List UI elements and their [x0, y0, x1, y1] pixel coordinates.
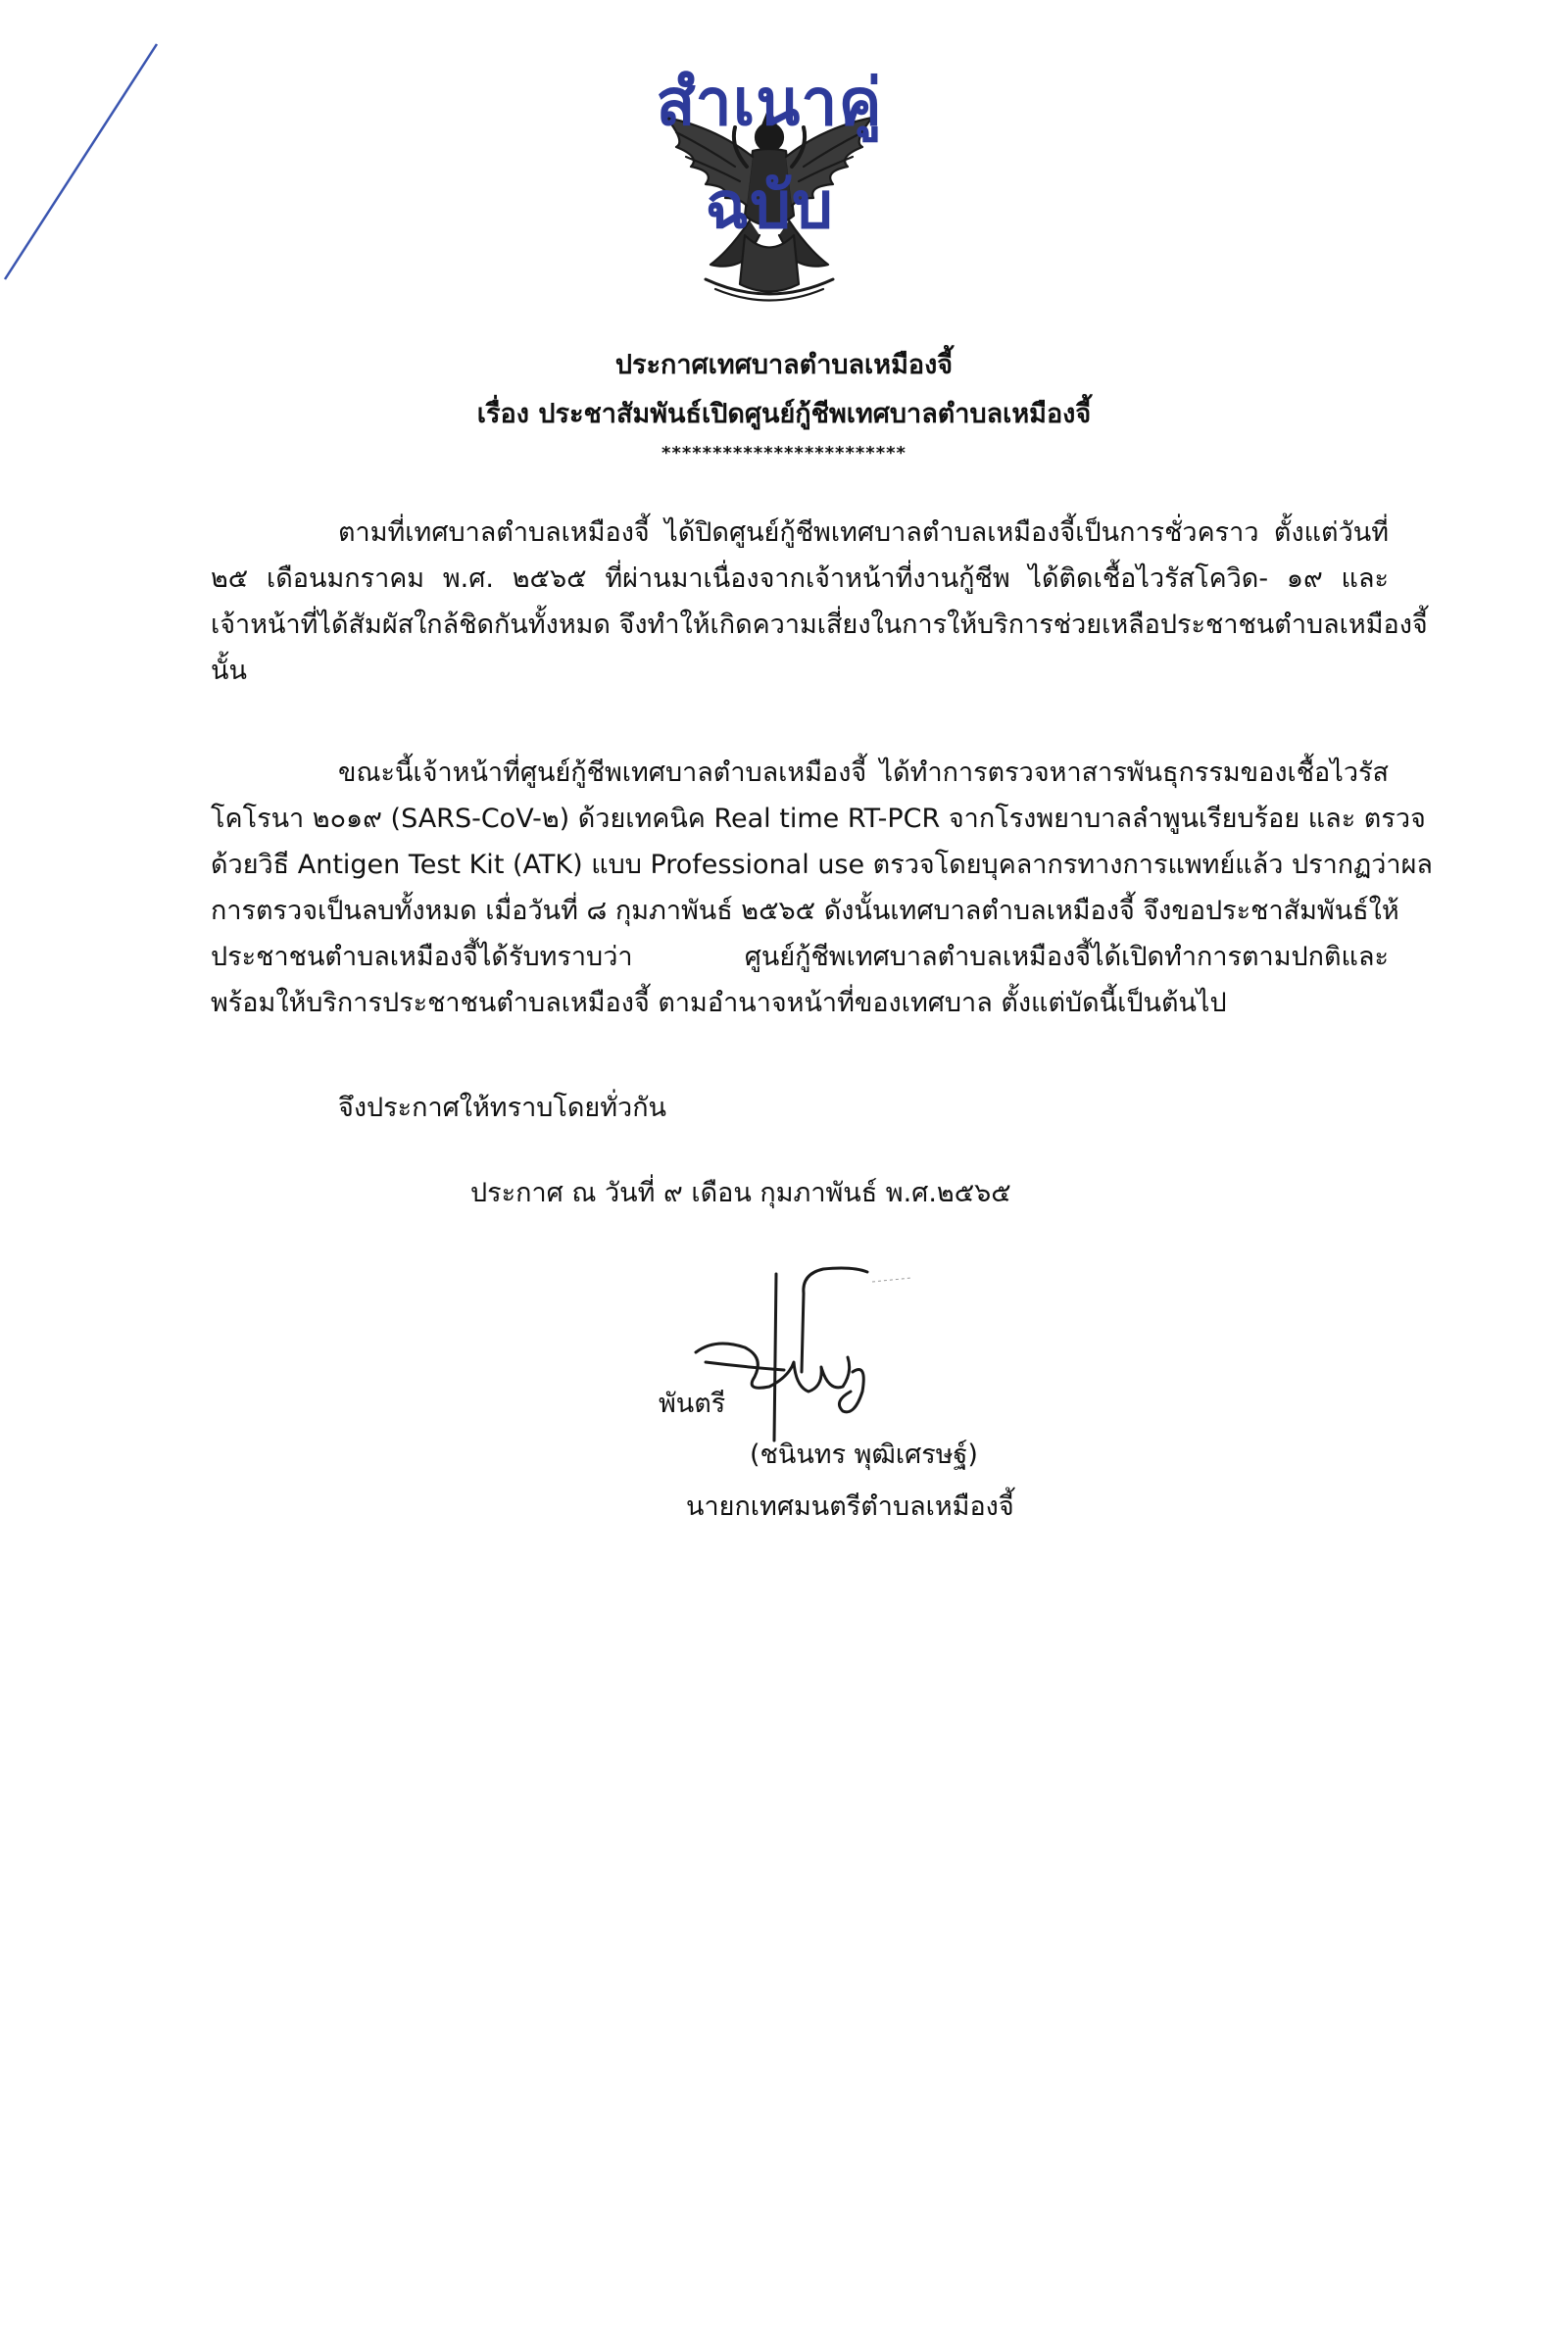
- paragraph-2-line: การตรวจเป็นลบทั้งหมด เมื่อวันที่ ๘ กุมภาพันธ์ ๒๕๖๕ ดังนั้นเทศบาลตำบลเหมืองจี้ จึงขอประชาสัมพันธ์ให้: [211, 896, 1399, 926]
- paragraph-2-line: ขณะนี้เจ้าหน้าที่ศูนย์กู้ชีพเทศบาลตำบลเหมืองจี้ ได้ทำการตรวจหาสารพันธุกรรมของเชื้อไวรัส: [338, 758, 1389, 788]
- paragraph-2-line: ด้วยวิธี Antigen Test Kit (ATK) แบบ Professional use ตรวจโดยบุคลากรทางการแพทย์แล้ว ปรากฏว่าผล: [211, 850, 1433, 880]
- signatory-rank: พันตรี: [659, 1389, 726, 1419]
- announcement-date: ประกาศ ณ วันที่ ๙ เดือน กุมภาพันธ์ พ.ศ.๒๕๖๕: [470, 1178, 1011, 1208]
- announcement-title: ประกาศเทศบาลตำบลเหมืองจี้: [614, 350, 954, 380]
- paragraph-2-line: โคโรนา ๒๐๑๙ (SARS-CoV-๒) ด้วยเทคนิค Real time RT-PCR จากโรงพยาบาลลำพูนเรียบร้อย และ ตรวจ: [211, 804, 1426, 834]
- paragraph-1-line: เจ้าหน้าที่ได้สัมผัสใกล้ชิดกันทั้งหมด จึงทำให้เกิดความเสี่ยงในการให้บริการช่วยเหลือประชาชนตำบลเหมืองจี้: [211, 610, 1428, 640]
- separator-line: ************************: [662, 443, 906, 464]
- paragraph-2: [211, 750, 1433, 1026]
- paragraph-1-line: นั้น: [211, 656, 247, 686]
- paragraph-2-line: พร้อมให้บริการประชาชนตำบลเหมืองจี้ ตามอำนาจหน้าที่ของเทศบาล ตั้งแต่บัดนี้เป็นต้นไป: [211, 988, 1227, 1018]
- announcement-subject: เรื่อง ประชาสัมพันธ์เปิดศูนย์กู้ชีพเทศบาลตำบลเหมืองจี้: [476, 399, 1092, 429]
- signatory-name: (ชนินทร พุฒิเศรษฐ์): [750, 1440, 978, 1470]
- closing-statement: จึงประกาศให้ทราบโดยทั่วกัน: [338, 1093, 666, 1123]
- paragraph-1-line: ๒๕ เดือนมกราคม พ.ศ. ๒๕๖๕ ที่ผ่านมาเนื่องจากเจ้าหน้าที่งานกู้ชีพ ได้ติดเชื้อไวรัสโควิด- ๑๙ และ: [211, 563, 1389, 594]
- edge-scan-line: [0, 39, 167, 294]
- paragraph-2-line: ประชาชนตำบลเหมืองจี้ได้รับทราบว่า ศูนย์กู้ชีพเทศบาลตำบลเหมืองจี้ได้เปิดทำการตามปกติและ: [211, 942, 1389, 972]
- paragraph-1-line: ตามที่เทศบาลตำบลเหมืองจี้ ได้ปิดศูนย์กู้ชีพเทศบาลตำบลเหมืองจี้เป็นการชั่วคราว ตั้งแต่วันที่: [338, 517, 1389, 548]
- copy-stamp: สำเนาคู่ฉบับ: [656, 65, 883, 243]
- signatory-position: นายกเทศมนตรีตำบลเหมืองจี้: [686, 1491, 1014, 1522]
- paragraph-1: [211, 510, 1428, 694]
